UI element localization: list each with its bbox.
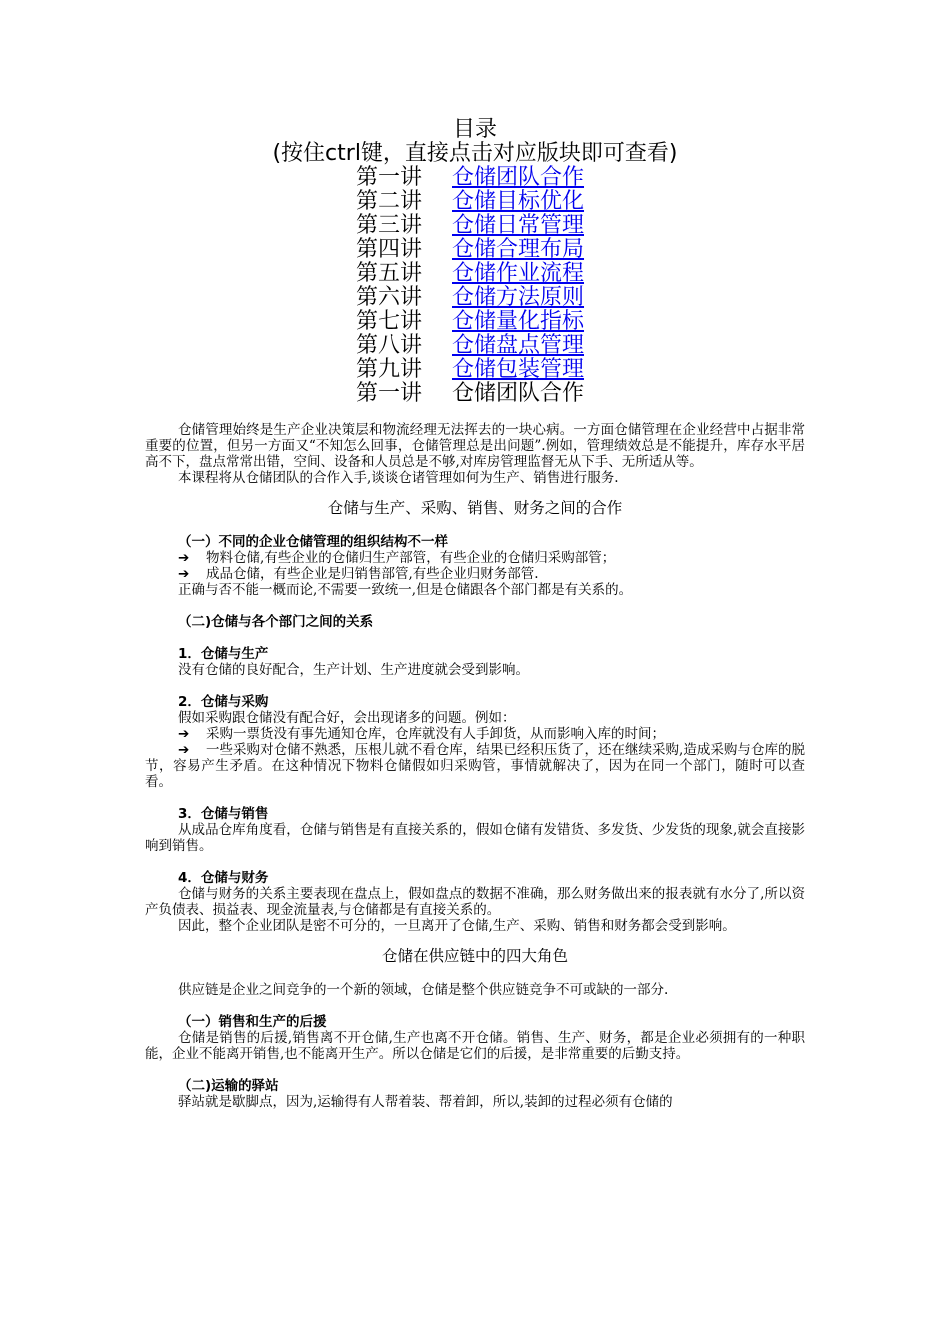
chapter-heading <box>145 382 805 406</box>
arrow-icon: ➔ <box>178 550 190 566</box>
toc-num: 第七讲 <box>356 309 423 334</box>
bullet-item <box>145 566 805 582</box>
toc-item-3[interactable] <box>145 214 805 238</box>
toc-item-9[interactable] <box>145 358 805 382</box>
paragraph: 仓储是销售的后援,销售离不开仓储,生产也离不开仓储。销售、生产、财务，都是企业必须拥有的一种职能，企业不能离开销售,也不能离开生产。所以仓储是它们的后援，是非常重要的后勤支持。 <box>145 1030 805 1062</box>
toc-num: 第五讲 <box>356 261 423 286</box>
subheading: 4．仓储与财务 <box>178 870 269 886</box>
section-heading: 仓储与生产、采购、销售、财务之间的合作 <box>327 499 623 517</box>
paragraph: 供应链是企业之间竞争的一个新的领域，仓储是整个供应链竞争不可或缺的一部分. <box>178 982 669 998</box>
paragraph: 没有仓储的良好配合，生产计划、生产进度就会受到影响。 <box>178 662 529 678</box>
toc-link[interactable]: 仓储合理布局 <box>452 237 585 262</box>
bullet-item <box>145 550 805 566</box>
toc-link[interactable]: 仓储包装管理 <box>452 357 585 382</box>
paragraph: 驿站就是歇脚点，因为,运输得有人帮着装、帮着卸，所以,装卸的过程必须有仓储的 <box>178 1094 673 1110</box>
toc-num: 第四讲 <box>356 237 423 262</box>
toc-item-7[interactable] <box>145 310 805 334</box>
toc-num: 第九讲 <box>356 357 423 382</box>
bullet-text: 采购一票货没有事先通知仓库，仓库就没有人手卸货，从而影响入库的时间； <box>206 726 665 742</box>
table-of-contents <box>145 118 805 406</box>
toc-num: 第一讲 <box>356 165 423 190</box>
bullet-text: 成品仓储，有些企业是归销售部管,有些企业归财务部管. <box>206 566 539 582</box>
document-body <box>145 422 805 1110</box>
subheading: 2．仓储与采购 <box>178 694 269 710</box>
toc-hint: (按住ctrl键，直接点击对应版块即可查看) <box>272 141 678 166</box>
chapter-num: 第一讲 <box>356 381 423 406</box>
bullet-text: 一些采购对仓储不熟悉，压根儿就不看仓库，结果已经积压货了，还在继续采购,造成采购与仓库的脱节，容易产生矛盾。在这种情况下物料仓储假如归采购管，事情就解决了，因为在同一个部门，随时可以查看。 <box>145 742 805 790</box>
toc-link[interactable]: 仓储日常管理 <box>452 213 585 238</box>
document-page <box>145 118 805 1110</box>
toc-link[interactable]: 仓储团队合作 <box>452 165 585 190</box>
toc-link[interactable]: 仓储盘点管理 <box>452 333 585 358</box>
toc-item-2[interactable] <box>145 190 805 214</box>
subheading: 1．仓储与生产 <box>178 646 269 662</box>
toc-title: 目录 <box>452 117 497 142</box>
chapter-title: 仓储团队合作 <box>452 381 585 406</box>
toc-num: 第二讲 <box>356 189 423 214</box>
subheading: （二)运输的驿站 <box>178 1078 279 1094</box>
subheading: （二)仓储与各个部门之间的关系 <box>178 614 374 630</box>
toc-item-1[interactable] <box>145 166 805 190</box>
bullet-item <box>145 726 805 742</box>
toc-link[interactable]: 仓储方法原则 <box>452 285 585 310</box>
bullet-text: 物料仓储,有些企业的仓储归生产部管，有些企业的仓储归采购部管； <box>206 550 616 566</box>
subheading: （一）不同的企业仓储管理的组织结构不一样 <box>178 534 448 550</box>
section-heading: 仓储在供应链中的四大角色 <box>381 947 568 965</box>
toc-item-6[interactable] <box>145 286 805 310</box>
toc-num: 第三讲 <box>356 213 423 238</box>
arrow-icon: ➔ <box>178 726 190 742</box>
subheading: （一）销售和生产的后援 <box>178 1014 327 1030</box>
paragraph: 正确与否不能一概而论,不需要一致统一,但是仓储跟各个部门都是有关系的。 <box>178 582 633 598</box>
bullet-item <box>145 742 805 790</box>
arrow-icon: ➔ <box>178 566 190 582</box>
paragraph: 假如采购跟仓储没有配合好，会出现诸多的问题。例如： <box>178 710 516 726</box>
paragraph: 因此，整个企业团队是密不可分的，一旦离开了仓储,生产、采购、销售和财务都会受到影响。 <box>178 918 736 934</box>
subheading: 3．仓储与销售 <box>178 806 269 822</box>
toc-item-4[interactable] <box>145 238 805 262</box>
toc-item-5[interactable] <box>145 262 805 286</box>
paragraph: 仓储管理始终是生产企业决策层和物流经理无法挥去的一块心病。一方面仓储管理在企业经营中占据非常重要的位置，但另一方面又“不知怎么回事，仓储管理总是出问题”.例如，管理绩效总是不能提升，库存水平居高不下，盘点常常出错，空间、设备和人员总是不够,对库房管理监督无从下手、无所适从等。 <box>145 422 805 470</box>
toc-num: 第六讲 <box>356 285 423 310</box>
toc-link[interactable]: 仓储作业流程 <box>452 261 585 286</box>
toc-link[interactable]: 仓储量化指标 <box>452 309 585 334</box>
toc-item-8[interactable] <box>145 334 805 358</box>
toc-num: 第八讲 <box>356 333 423 358</box>
arrow-icon: ➔ <box>178 742 190 758</box>
paragraph: 本课程将从仓储团队的合作入手,谈谈仓诸管理如何为生产、销售进行服务. <box>178 470 619 486</box>
paragraph: 从成品仓库角度看，仓储与销售是有直接关系的，假如仓储有发错货、多发货、少发货的现象,就会直接影响到销售。 <box>145 822 805 854</box>
paragraph: 仓储与财务的关系主要表现在盘点上，假如盘点的数据不准确，那么财务做出来的报表就有水分了,所以资产负债表、损益表、现金流量表,与仓储都是有直接关系的。 <box>145 886 805 918</box>
toc-link[interactable]: 仓储目标优化 <box>452 189 585 214</box>
